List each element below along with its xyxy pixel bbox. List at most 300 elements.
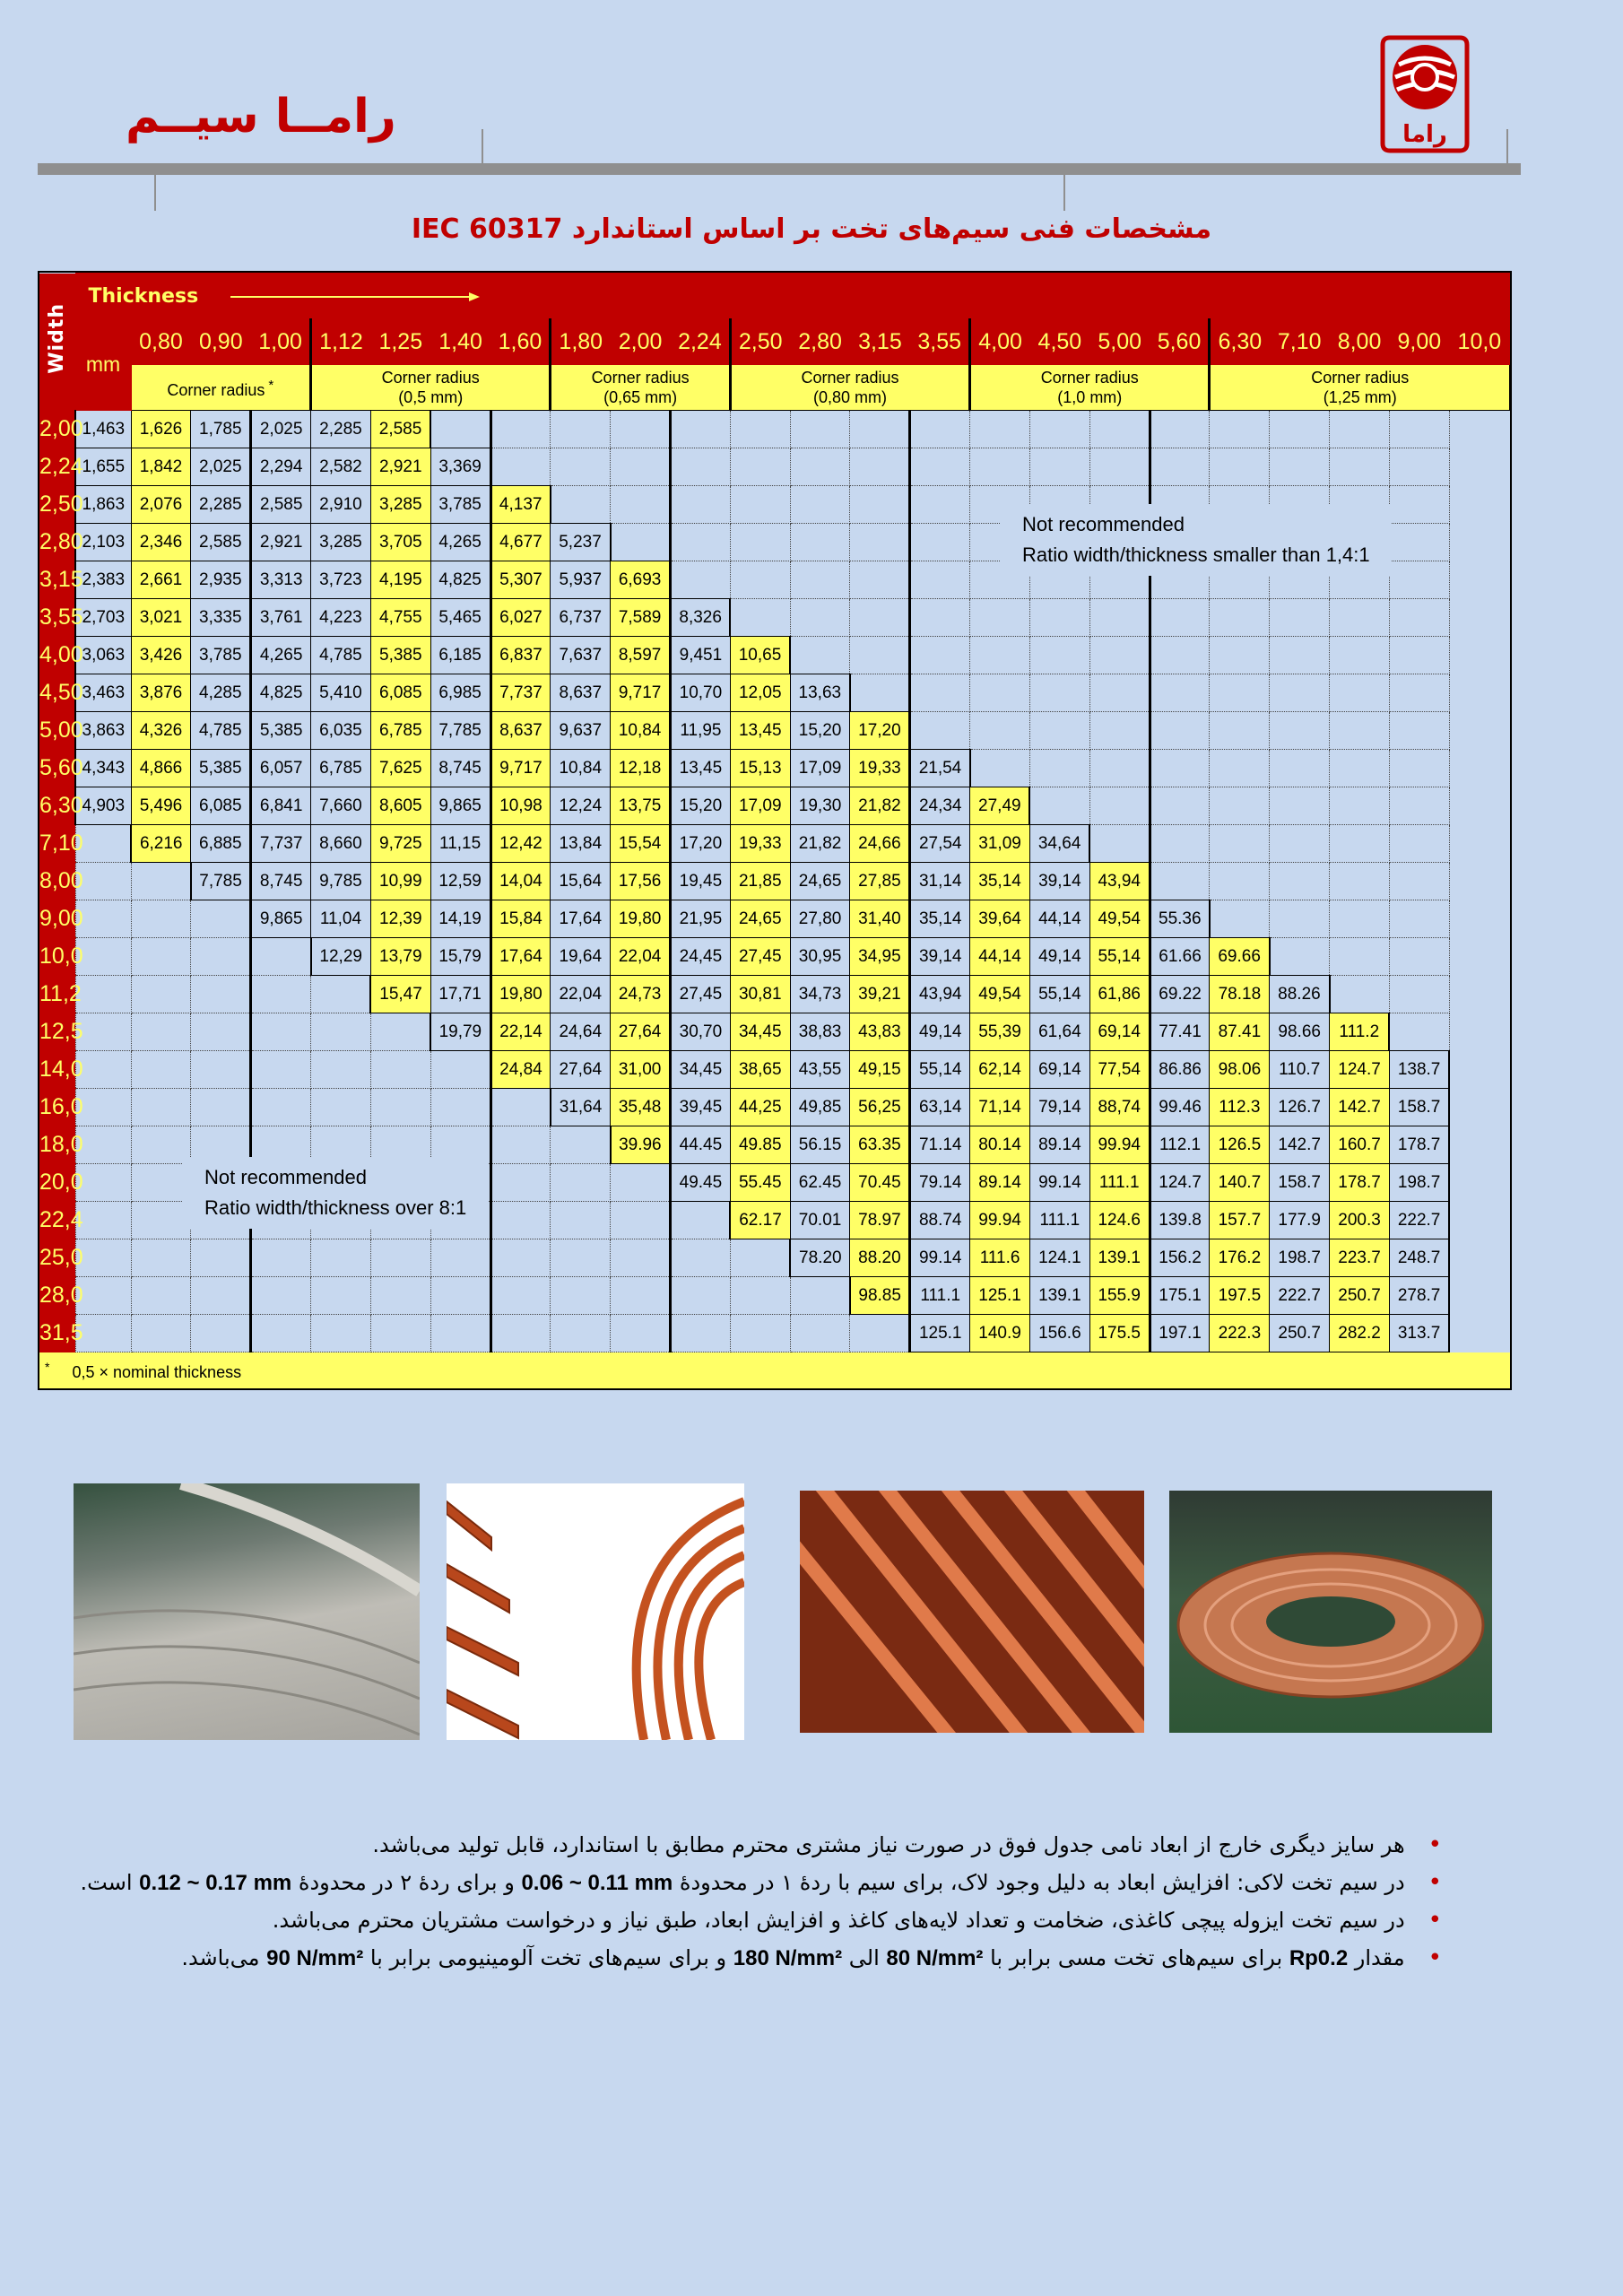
table-cell: 31,64 xyxy=(551,1089,611,1126)
table-cell xyxy=(790,599,850,637)
table-cell xyxy=(1150,825,1210,863)
table-cell xyxy=(790,524,850,561)
table-cell xyxy=(75,863,131,900)
table-cell: 1,863 xyxy=(75,486,131,524)
table-cell: 6,785 xyxy=(370,712,430,750)
table-cell xyxy=(910,599,970,637)
table-cell: 3,723 xyxy=(311,561,371,599)
table-cell: 89.14 xyxy=(970,1164,1030,1202)
table-cell: 156.6 xyxy=(1029,1315,1089,1352)
table-cell xyxy=(790,486,850,524)
table-cell: 5,937 xyxy=(551,561,611,599)
table-cell: 4,825 xyxy=(430,561,490,599)
table-cell: 2,285 xyxy=(191,486,251,524)
table-cell: 49.85 xyxy=(730,1126,790,1164)
table-cell: 139.1 xyxy=(1029,1277,1089,1315)
table-cell xyxy=(1089,787,1150,825)
table-cell xyxy=(1089,599,1150,637)
table-cell: 27,45 xyxy=(671,976,731,1013)
table-cell: 8,637 xyxy=(490,712,551,750)
table-cell xyxy=(490,1202,551,1239)
thickness-banner-row xyxy=(39,274,1510,319)
table-cell xyxy=(1270,448,1330,486)
thickness-header: 0,80 xyxy=(131,319,191,365)
table-cell: 44,14 xyxy=(1029,900,1089,938)
table-cell: 1,463 xyxy=(75,411,131,448)
table-row xyxy=(39,976,1510,1013)
table-cell xyxy=(910,561,970,599)
table-cell xyxy=(1330,411,1390,448)
table-cell: 98.06 xyxy=(1210,1051,1270,1089)
table-cell xyxy=(251,1239,311,1277)
corner-radius-value: (1,0 mm) xyxy=(1057,388,1123,406)
table-cell: 43,83 xyxy=(850,1013,910,1051)
table-cell xyxy=(730,1239,790,1277)
table-cell: 24,84 xyxy=(490,1051,551,1089)
table-cell: 49,54 xyxy=(970,976,1030,1013)
table-cell xyxy=(1210,863,1270,900)
table-cell: 4,866 xyxy=(131,750,191,787)
table-cell: 61.66 xyxy=(1150,938,1210,976)
corner-radius-group xyxy=(131,365,310,411)
table-cell xyxy=(910,486,970,524)
thickness-label: Thickness xyxy=(88,284,199,308)
table-cell xyxy=(730,448,790,486)
notes-list xyxy=(80,1826,1442,1977)
table-cell: 112.3 xyxy=(1210,1089,1270,1126)
table-cell: 99.94 xyxy=(1089,1126,1150,1164)
table-cell: 39.96 xyxy=(611,1126,671,1164)
bullet-icon: • xyxy=(1428,1869,1442,1896)
table-cell: 69.22 xyxy=(1150,976,1210,1013)
logo-text: راما xyxy=(1402,121,1447,148)
width-header: 11,2 xyxy=(39,976,75,1013)
table-cell xyxy=(671,524,731,561)
table-cell xyxy=(611,1277,671,1315)
table-cell: 142.7 xyxy=(1270,1126,1330,1164)
corner-radius-label: Corner radius xyxy=(1040,369,1139,387)
table-cell xyxy=(191,938,251,976)
table-row xyxy=(39,411,1510,448)
table-cell: 98.66 xyxy=(1270,1013,1330,1051)
bullet-text: و برای ردهٔ ۲ در محدودهٔ xyxy=(291,1870,522,1895)
table-row xyxy=(39,1089,1510,1126)
table-cell xyxy=(790,561,850,599)
table-cell: 39,21 xyxy=(850,976,910,1013)
table-cell xyxy=(191,1277,251,1315)
table-cell: 31,00 xyxy=(611,1051,671,1089)
table-cell: 70.01 xyxy=(790,1202,850,1239)
thickness-header: 9,00 xyxy=(1389,319,1449,365)
table-cell: 2,025 xyxy=(191,448,251,486)
table-cell: 22,04 xyxy=(551,976,611,1013)
table-cell xyxy=(75,900,131,938)
table-row xyxy=(39,1239,1510,1277)
table-cell xyxy=(1150,599,1210,637)
header-tick xyxy=(154,175,156,211)
table-cell: 13,84 xyxy=(551,825,611,863)
bullet-value: Rp0.2 xyxy=(1289,1946,1349,1970)
table-cell: 24,45 xyxy=(671,938,731,976)
table-cell: 200.3 xyxy=(1330,1202,1390,1239)
table-cell: 61,86 xyxy=(1089,976,1150,1013)
table-cell xyxy=(75,825,131,863)
table-cell: 1,655 xyxy=(75,448,131,486)
table-cell: 31,09 xyxy=(970,825,1030,863)
table-cell: 44,25 xyxy=(730,1089,790,1126)
photo-copper-flat-wire-drawing xyxy=(447,1483,744,1740)
table-cell: 124.6 xyxy=(1089,1202,1150,1239)
table-cell: 6,985 xyxy=(430,674,490,712)
table-cell xyxy=(1389,637,1449,674)
table-cell xyxy=(191,1315,251,1352)
table-cell: 31,14 xyxy=(910,863,970,900)
table-cell xyxy=(1089,637,1150,674)
note-lower-line2: Ratio width/thickness over 8:1 xyxy=(204,1196,467,1219)
table-cell: 2,585 xyxy=(370,411,430,448)
corner-radius-label: Corner radius xyxy=(801,369,899,387)
table-cell: 69.66 xyxy=(1210,938,1270,976)
table-cell xyxy=(75,1202,131,1239)
photo-copper-strips xyxy=(800,1491,1144,1733)
table-cell xyxy=(730,1315,790,1352)
width-header: 9,00 xyxy=(39,900,75,938)
table-row xyxy=(39,599,1510,637)
table-cell xyxy=(1029,637,1089,674)
table-cell: 282.2 xyxy=(1330,1315,1390,1352)
table-cell xyxy=(730,486,790,524)
table-cell xyxy=(191,1013,251,1051)
table-cell: 24,34 xyxy=(910,787,970,825)
thickness-values-row xyxy=(39,319,1510,365)
table-cell: 3,863 xyxy=(75,712,131,750)
corner-radius-group xyxy=(311,365,551,411)
table-cell: 4,285 xyxy=(191,674,251,712)
footnote-mark: * xyxy=(45,1359,50,1374)
table-cell: 12,39 xyxy=(370,900,430,938)
table-cell: 6,216 xyxy=(131,825,191,863)
table-row xyxy=(39,900,1510,938)
bullet-icon: • xyxy=(1428,1907,1442,1934)
thickness-header: 4,00 xyxy=(970,319,1030,365)
footnote-mark: * xyxy=(268,377,274,393)
list-item xyxy=(108,1826,1442,1864)
table-cell xyxy=(1330,599,1390,637)
table-cell: 9,717 xyxy=(611,674,671,712)
table-cell: 3,761 xyxy=(251,599,311,637)
bullet-value: 0.12 ~ 0.17 mm xyxy=(139,1871,292,1895)
table-cell xyxy=(490,1239,551,1277)
table-cell: 2,585 xyxy=(191,524,251,561)
table-cell: 5,385 xyxy=(191,750,251,787)
table-cell xyxy=(251,1089,311,1126)
table-cell xyxy=(1210,825,1270,863)
table-cell xyxy=(730,561,790,599)
table-cell: 39,45 xyxy=(671,1089,731,1126)
table-cell xyxy=(850,674,910,712)
table-cell xyxy=(311,1013,371,1051)
table-cell: 39,64 xyxy=(970,900,1030,938)
table-cell: 177.9 xyxy=(1270,1202,1330,1239)
table-cell xyxy=(1389,486,1449,524)
table-cell: 15,79 xyxy=(430,938,490,976)
table-cell: 24,65 xyxy=(730,900,790,938)
table-cell xyxy=(910,524,970,561)
table-cell xyxy=(1330,787,1390,825)
table-cell: 49,15 xyxy=(850,1051,910,1089)
table-cell: 55.45 xyxy=(730,1164,790,1202)
table-cell xyxy=(671,1239,731,1277)
table-cell: 2,585 xyxy=(251,486,311,524)
table-cell: 17,09 xyxy=(730,787,790,825)
table-cell: 223.7 xyxy=(1330,1239,1390,1277)
table-cell: 34,73 xyxy=(790,976,850,1013)
thickness-header: 1,80 xyxy=(551,319,611,365)
table-cell: 175.1 xyxy=(1150,1277,1210,1315)
table-cell: 15,20 xyxy=(671,787,731,825)
table-cell: 10,98 xyxy=(490,787,551,825)
table-cell: 5,410 xyxy=(311,674,371,712)
table-cell: 3,463 xyxy=(75,674,131,712)
table-cell: 12,18 xyxy=(611,750,671,787)
table-cell: 12,05 xyxy=(730,674,790,712)
table-cell xyxy=(1270,938,1330,976)
thickness-header: 1,60 xyxy=(490,319,551,365)
table-cell xyxy=(131,1126,191,1164)
footnote-row xyxy=(39,1352,1510,1389)
table-cell: 278.7 xyxy=(1389,1277,1449,1315)
table-cell: 88.20 xyxy=(850,1239,910,1277)
table-row xyxy=(39,448,1510,486)
table-cell: 6,057 xyxy=(251,750,311,787)
table-cell: 126.7 xyxy=(1270,1089,1330,1126)
table-cell xyxy=(1330,448,1390,486)
table-cell: 30,95 xyxy=(790,938,850,976)
table-cell: 175.5 xyxy=(1089,1315,1150,1352)
table-cell: 99.14 xyxy=(1029,1164,1089,1202)
bullet-text: در سیم تخت لاکی: افزایش ابعاد به دلیل وجود لاک، برای سیم با ردهٔ ۱ در محدودهٔ xyxy=(673,1870,1405,1895)
table-cell xyxy=(910,712,970,750)
table-cell: 89.14 xyxy=(1029,1126,1089,1164)
table-cell xyxy=(1029,599,1089,637)
table-cell: 1,842 xyxy=(131,448,191,486)
table-cell xyxy=(1150,637,1210,674)
table-cell: 27,64 xyxy=(551,1051,611,1089)
corner-radius-row xyxy=(39,365,1510,411)
table-cell: 250.7 xyxy=(1270,1315,1330,1352)
table-cell xyxy=(131,863,191,900)
table-cell: 4,825 xyxy=(251,674,311,712)
table-cell: 8,637 xyxy=(551,674,611,712)
table-cell: 12,24 xyxy=(551,787,611,825)
table-cell xyxy=(551,411,611,448)
table-cell: 10,84 xyxy=(611,712,671,750)
table-cell: 248.7 xyxy=(1389,1239,1449,1277)
photo-insulated-wire-coil xyxy=(74,1483,420,1740)
table-cell: 98.85 xyxy=(850,1277,910,1315)
header-bar xyxy=(38,163,1521,175)
photo-copper-flat-wire xyxy=(447,1483,744,1740)
table-cell: 157.7 xyxy=(1210,1202,1270,1239)
table-cell: 2,103 xyxy=(75,524,131,561)
table-cell: 125.1 xyxy=(970,1277,1030,1315)
table-cell: 2,921 xyxy=(251,524,311,561)
table-cell: 11,95 xyxy=(671,712,731,750)
corner-radius-group xyxy=(551,365,730,411)
table-cell xyxy=(1150,863,1210,900)
bullet-text: است. xyxy=(80,1870,140,1895)
table-cell xyxy=(611,1202,671,1239)
table-cell: 9,451 xyxy=(671,637,731,674)
table-cell: 6,885 xyxy=(191,825,251,863)
table-cell xyxy=(611,411,671,448)
table-cell xyxy=(251,938,311,976)
table-cell xyxy=(551,1277,611,1315)
table-cell: 80.14 xyxy=(970,1126,1030,1164)
bullet-text: الی xyxy=(842,1945,887,1970)
table-cell: 15,54 xyxy=(611,825,671,863)
table-cell xyxy=(131,1013,191,1051)
table-cell: 17,20 xyxy=(671,825,731,863)
thickness-header: 1,12 xyxy=(311,319,371,365)
width-header: 25,0 xyxy=(39,1239,75,1277)
table-cell xyxy=(850,1315,910,1352)
bullet-text: در سیم تخت ایزوله پیچی کاغذی، ضخامت و تعداد لایه‌های کاغذ و افزایش ابعاد، طبق نیاز و درخواست مشتریان محترم می‌باشد. xyxy=(272,1908,1405,1933)
table-cell xyxy=(551,448,611,486)
table-cell xyxy=(1389,1013,1449,1051)
table-cell xyxy=(1330,863,1390,900)
table-cell xyxy=(1029,712,1089,750)
table-cell: 86.86 xyxy=(1150,1051,1210,1089)
width-header: 28,0 xyxy=(39,1277,75,1315)
table-cell: 140.9 xyxy=(970,1315,1030,1352)
table-cell xyxy=(970,637,1030,674)
table-cell: 9,725 xyxy=(370,825,430,863)
table-cell: 79.14 xyxy=(910,1164,970,1202)
table-cell xyxy=(671,1277,731,1315)
width-header: 22,4 xyxy=(39,1202,75,1239)
table-cell: 35,14 xyxy=(910,900,970,938)
table-cell xyxy=(75,1013,131,1051)
table-cell xyxy=(970,750,1030,787)
table-cell: 4,343 xyxy=(75,750,131,787)
table-cell: 6,085 xyxy=(370,674,430,712)
table-cell xyxy=(850,486,910,524)
table-cell: 88.26 xyxy=(1270,976,1330,1013)
bullet-text: مقدار xyxy=(1348,1945,1405,1970)
table-cell xyxy=(1150,787,1210,825)
table-cell xyxy=(131,976,191,1013)
header-tick xyxy=(1063,175,1065,211)
bullet-value: 180 N/mm² xyxy=(733,1946,843,1970)
table-cell: 56,25 xyxy=(850,1089,910,1126)
table-cell: 38,65 xyxy=(730,1051,790,1089)
table-cell xyxy=(370,1013,430,1051)
table-cell: 2,661 xyxy=(131,561,191,599)
table-cell: 49,85 xyxy=(790,1089,850,1126)
corner-radius-group xyxy=(730,365,969,411)
table-cell: 62,14 xyxy=(970,1051,1030,1089)
table-cell xyxy=(75,938,131,976)
table-cell xyxy=(1389,524,1449,561)
table-cell: 69,14 xyxy=(1029,1051,1089,1089)
thickness-header: 2,80 xyxy=(790,319,850,365)
table-cell: 9,785 xyxy=(311,863,371,900)
table-cell xyxy=(430,1239,490,1277)
thickness-banner xyxy=(75,274,1509,319)
table-cell: 4,755 xyxy=(370,599,430,637)
table-cell: 22,04 xyxy=(611,938,671,976)
width-header: 2,50 xyxy=(39,486,75,524)
table-cell xyxy=(1389,938,1449,976)
table-cell xyxy=(131,938,191,976)
bullet-icon: • xyxy=(1428,1944,1442,1971)
table-cell: 3,705 xyxy=(370,524,430,561)
table-cell: 139.1 xyxy=(1089,1239,1150,1277)
width-header: 14,0 xyxy=(39,1051,75,1089)
table-cell: 63.35 xyxy=(850,1126,910,1164)
table-cell: 13,45 xyxy=(730,712,790,750)
table-cell: 77,54 xyxy=(1089,1051,1150,1089)
table-cell xyxy=(1389,863,1449,900)
table-cell xyxy=(131,1202,191,1239)
table-cell: 4,903 xyxy=(75,787,131,825)
table-cell: 19,30 xyxy=(790,787,850,825)
table-cell xyxy=(551,1202,611,1239)
table-cell xyxy=(1389,900,1449,938)
table-cell xyxy=(671,448,731,486)
table-cell: 6,841 xyxy=(251,787,311,825)
thickness-header: 0,90 xyxy=(191,319,251,365)
table-cell: 19,79 xyxy=(430,1013,490,1051)
table-cell: 6,693 xyxy=(611,561,671,599)
table-cell: 78.97 xyxy=(850,1202,910,1239)
table-cell: 2,703 xyxy=(75,599,131,637)
table-cell xyxy=(1210,674,1270,712)
table-cell: 3,285 xyxy=(370,486,430,524)
table-cell: 24,64 xyxy=(551,1013,611,1051)
table-cell xyxy=(1330,750,1390,787)
table-cell xyxy=(490,448,551,486)
table-cell xyxy=(311,1315,371,1352)
table-cell xyxy=(191,1051,251,1089)
table-cell: 44.45 xyxy=(671,1126,731,1164)
table-cell xyxy=(131,1315,191,1352)
table-cell: 2,076 xyxy=(131,486,191,524)
table-cell xyxy=(490,1164,551,1202)
table-cell: 2,346 xyxy=(131,524,191,561)
table-cell: 13,45 xyxy=(671,750,731,787)
table-cell: 17,56 xyxy=(611,863,671,900)
table-cell xyxy=(1029,787,1089,825)
table-cell: 55,14 xyxy=(910,1051,970,1089)
table-cell: 4,265 xyxy=(430,524,490,561)
table-cell: 30,70 xyxy=(671,1013,731,1051)
table-cell xyxy=(1270,900,1330,938)
table-cell: 17,71 xyxy=(430,976,490,1013)
table-cell: 55,14 xyxy=(1089,938,1150,976)
table-row xyxy=(39,1051,1510,1089)
table-cell xyxy=(1210,637,1270,674)
photo-copper-coil-drawing xyxy=(1169,1491,1492,1733)
table-cell xyxy=(251,1013,311,1051)
table-cell: 15,84 xyxy=(490,900,551,938)
table-cell xyxy=(551,1239,611,1277)
table-cell: 110.7 xyxy=(1270,1051,1330,1089)
table-cell: 3,785 xyxy=(191,637,251,674)
table-cell: 21,95 xyxy=(671,900,731,938)
note-upper-line1: Not recommended xyxy=(1022,513,1185,535)
